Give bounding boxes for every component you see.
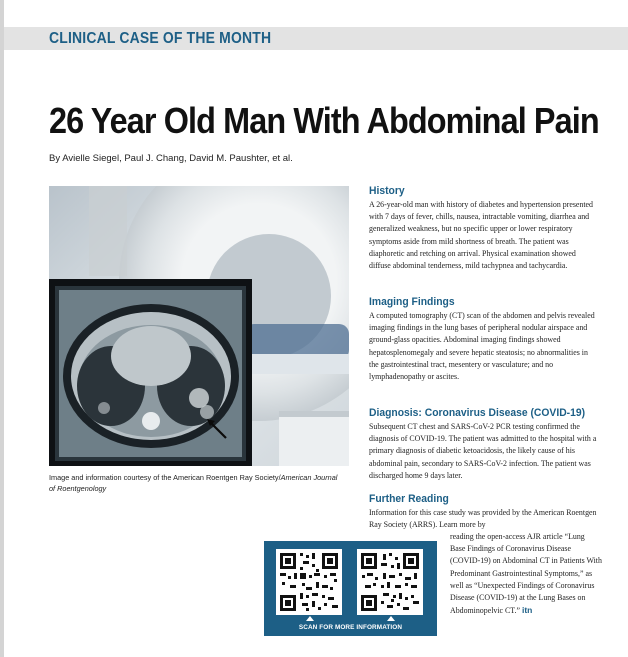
imaging-body: A computed tomography (CT) scan of the abdomen and pelvis revealed imaging findings in the lung bases of peripheral nodular airspace and ground-glass opacities. Abdominal imaging findings showed hepatosplenomegaly and severe hepatic steatosis; no abnormalities in the gastrointestinal tract, mesentery or vasculature; and no lymphadenopathy or ascites. xyxy=(369,311,595,382)
banner-label: CLINICAL CASE OF THE MONTH xyxy=(49,30,272,47)
ct-scan-photo xyxy=(49,186,349,466)
section-banner xyxy=(4,27,628,50)
article-byline: By Avielle Siegel, Paul J. Chang, David M. Paushter, et al. xyxy=(49,153,293,164)
arrow-up-icon xyxy=(387,616,395,621)
imaging-heading: Imaging Findings xyxy=(369,296,455,308)
figure-caption xyxy=(49,473,339,494)
page-edge xyxy=(0,0,4,657)
diagnosis-body: Subsequent CT chest and SARS-CoV-2 PCR testing confirmed the diagnosis of COVID-19. The patient was admitted to the hospital with a primary diagnosis of diabetic ketoacidosis, the likely cause of his abdominal pain, secondary to SARS-CoV-2 infection. The patient was discharged home 9 days later. xyxy=(369,422,597,480)
qr-code-right[interactable] xyxy=(357,549,423,615)
qr-code-left[interactable] xyxy=(276,549,342,615)
qr-label: SCAN FOR MORE INFORMATION xyxy=(298,624,403,631)
diagnosis-section xyxy=(369,407,599,482)
further-reading-tail xyxy=(450,531,602,617)
end-mark: itn xyxy=(521,605,533,616)
arrow-up-icon xyxy=(306,616,314,621)
history-body: A 26-year-old man with history of diabetes and hypertension presented with 7 days of fever, chills, nausea, intractable vomiting, diarrhea and generalized weakness, but no specific upper or lower respiratory symptoms aside from mild shortness of breath. The patient was diaphoretic and retching on arrival. Physical examination showed diffuse abdominal tenderness, mild tachypnea and tachycardia. xyxy=(369,200,594,271)
further-reading-section xyxy=(369,493,599,531)
further-heading: Further Reading xyxy=(369,493,449,505)
history-heading: History xyxy=(369,185,405,197)
history-section xyxy=(369,185,599,272)
qr-code-panel[interactable] xyxy=(264,541,437,636)
caption-text: Image and information courtesy of the American Roentgen Ray Society/ xyxy=(49,473,281,482)
caption-journal: American Journal of Roentgenology xyxy=(49,473,338,493)
further-intro: Information for this case study was provided by the American Roentgen Ray Society (ARRS). Learn more by xyxy=(369,508,597,530)
further-tail-text: reading the open-access AJR article “Lung Base Findings of Coronavirus Disease (COVID-19) on Abdominal CT in Patients With Predominant Gastrointestinal Symptoms,” as well as “Unexpected Findings of Coronavirus Disease (COVID-19) at the Lung Bases on Abdominopelvic CT.” xyxy=(450,532,602,616)
imaging-section xyxy=(369,296,599,383)
article-title: 26 Year Old Man With Abdominal Pain xyxy=(49,100,599,141)
diagnosis-heading: Diagnosis: Coronavirus Disease (COVID-19) xyxy=(369,407,586,419)
